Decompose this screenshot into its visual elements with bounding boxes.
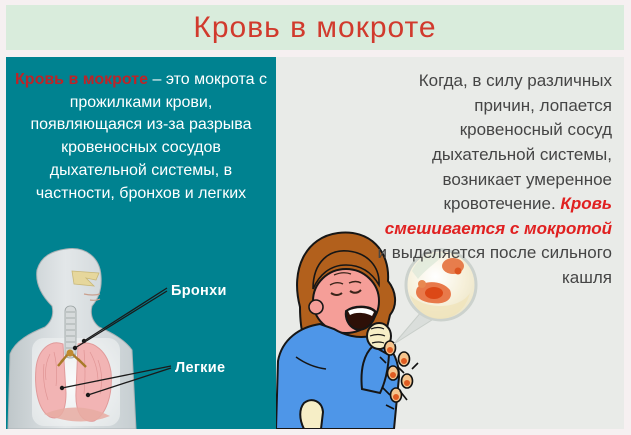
explanation-text-after: и выделяется после сильного кашля <box>377 243 612 288</box>
header-band <box>6 5 624 50</box>
definition-lead-text: Кровь в мокроте <box>15 71 149 88</box>
explanation-text-before: Когда, в силу различных причин, лопается кровеносный сосуд дыхательной системы, возникает умеренное кровотечение. <box>418 71 612 214</box>
explanation-highlight-text: Кровь смешивается с мокротой <box>384 194 612 238</box>
ear-shape <box>309 300 323 314</box>
page-title: Кровь в мокроте <box>193 10 437 44</box>
lower-hand-shape <box>300 400 323 429</box>
bronchi-label: Бронхи <box>171 283 227 299</box>
bronchi-pointer-dot-2 <box>73 346 77 350</box>
explanation-panel <box>276 57 624 429</box>
definition-text <box>14 69 268 205</box>
anatomy-illustration <box>6 244 276 429</box>
lungs-pointer-dot-1 <box>60 386 64 390</box>
definition-panel <box>6 57 276 429</box>
bronchi-pointer-dot-1 <box>82 339 86 343</box>
lungs-label: Легкие <box>175 360 226 376</box>
lungs-pointer-dot-2 <box>86 393 90 397</box>
definition-body-text: – это мокрота с прожилками крови, появляющаяся из-за разрыва кровеносных сосудов дыхательной системы, в частности, бронхов и легких <box>30 71 267 202</box>
explanation-text <box>374 69 612 291</box>
bronchi-node <box>67 350 74 357</box>
